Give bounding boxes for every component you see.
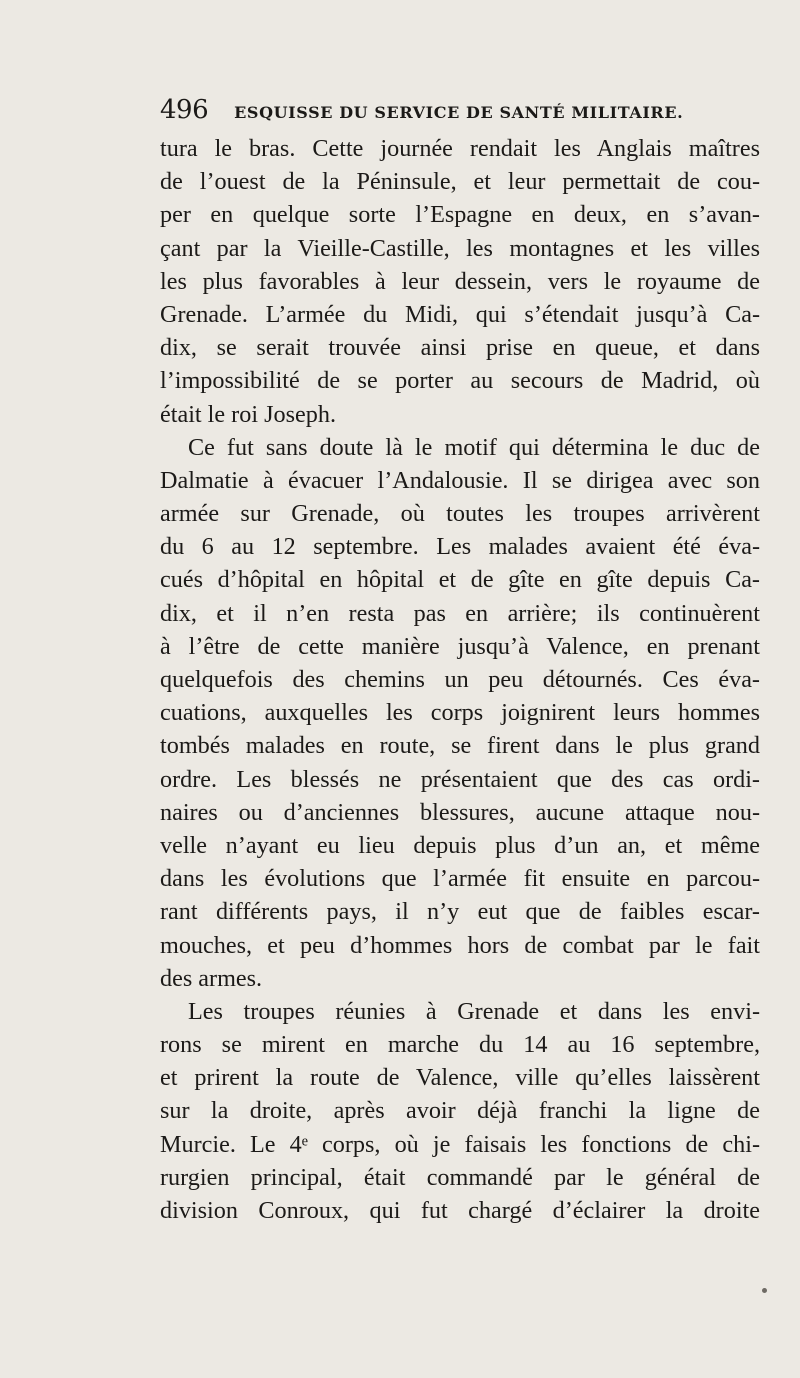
text-line: division Conroux, qui fut chargé d’éclairer la droite xyxy=(160,1197,760,1224)
text-line: tombés malades en route, se firent dans le plus grand xyxy=(160,732,760,760)
text-line: Murcie. Le 4ᵉ corps, où je faisais les fonctions de chi- xyxy=(160,1130,760,1158)
text-line: sur la droite, après avoir déjà franchi la ligne de xyxy=(160,1097,760,1125)
text-line: naires ou d’anciennes blessures, aucune attaque nou- xyxy=(160,798,760,826)
text-line: Dalmatie à évacuer l’Andalousie. Il se dirigea avec son xyxy=(160,466,760,494)
page-number: 496 xyxy=(160,95,209,125)
text-line: était le roi Joseph. xyxy=(160,400,336,428)
text-line: rurgien principal, était commandé par le général de xyxy=(160,1163,760,1191)
text-line: rant différents pays, il n’y eut que de faibles escar- xyxy=(160,898,760,926)
text-line: l’impossibilité de se porter au secours de Madrid, où xyxy=(160,367,760,395)
body-text xyxy=(160,132,760,1227)
text-line: Ce fut sans doute là le motif qui détermina le duc de xyxy=(188,433,760,461)
text-line: les plus favorables à leur dessein, vers le royaume de xyxy=(160,267,760,295)
text-line: dix, se serait trouvée ainsi prise en queue, et dans xyxy=(160,334,760,362)
text-line: çant par la Vieille-Castille, les montagnes et les villes xyxy=(160,234,760,262)
text-line: tura le bras. Cette journée rendait les Anglais maîtres xyxy=(160,135,760,162)
text-line: et prirent la route de Valence, ville qu’elles laissèrent xyxy=(160,1064,760,1092)
text-line: rons se mirent en marche du 14 au 16 septembre, xyxy=(160,1031,760,1059)
text-line: cués d’hôpital en hôpital et de gîte en gîte depuis Ca- xyxy=(160,566,760,594)
text-line: velle n’ayant eu lieu depuis plus d’un an, et même xyxy=(160,831,760,859)
paper-speck xyxy=(762,1288,767,1293)
text-line: Grenade. L’armée du Midi, qui s’étendait jusqu’à Ca- xyxy=(160,300,760,328)
text-line: per en quelque sorte l’Espagne en deux, en s’avan- xyxy=(160,201,760,229)
text-line: Les troupes réunies à Grenade et dans les envi- xyxy=(188,997,760,1025)
running-title: ESQUISSE DU SERVICE DE SANTÉ MILITAIRE. xyxy=(234,103,684,122)
text-line: dix, et il n’en resta pas en arrière; ils continuèrent xyxy=(160,599,760,627)
text-line: dans les évolutions que l’armée fit ensuite en parcou- xyxy=(160,865,760,893)
text-line: du 6 au 12 septembre. Les malades avaient été éva- xyxy=(160,533,760,561)
running-head xyxy=(160,95,760,125)
text-line: quelquefois des chemins un peu détournés. Ces éva- xyxy=(160,666,760,693)
text-line: de l’ouest de la Péninsule, et leur permettait de cou- xyxy=(160,168,760,196)
text-line: à l’être de cette manière jusqu’à Valence, en prenant xyxy=(160,632,760,660)
text-line: des armes. xyxy=(160,964,263,992)
text-line: armée sur Grenade, où toutes les troupes arrivèrent xyxy=(160,500,760,528)
text-line: ordre. Les blessés ne présentaient que des cas ordi- xyxy=(160,765,760,793)
text-line: mouches, et peu d’hommes hors de combat par le fait xyxy=(160,931,760,959)
text-line: cuations, auxquelles les corps joignirent leurs hommes xyxy=(160,699,760,727)
